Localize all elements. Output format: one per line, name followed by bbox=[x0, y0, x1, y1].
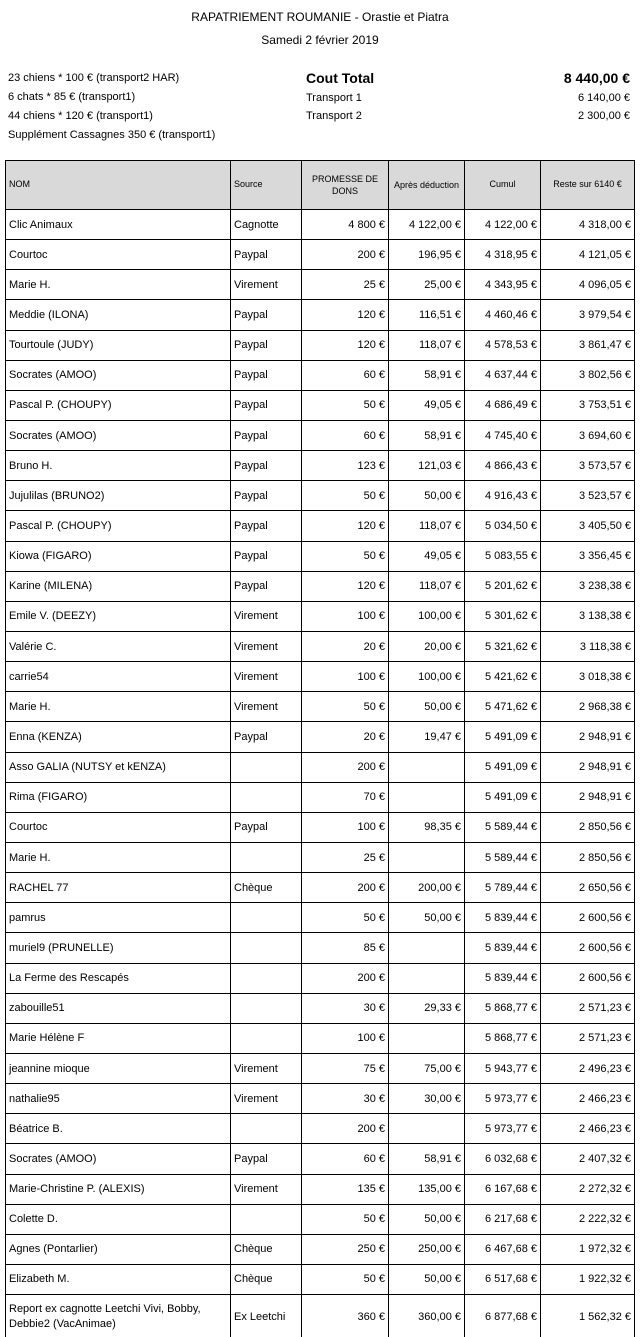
cell-cumul: 5 589,44 € bbox=[465, 812, 541, 842]
cell-after-deduction: 30,00 € bbox=[389, 1084, 465, 1114]
cell-remaining: 2 850,56 € bbox=[541, 842, 635, 872]
col-header-name: NOM bbox=[6, 161, 231, 210]
cell-pledge: 60 € bbox=[302, 360, 389, 390]
cell-name: Socrates (AMOO) bbox=[6, 360, 231, 390]
cell-source: Virement bbox=[231, 631, 302, 661]
cell-source: Paypal bbox=[231, 451, 302, 481]
cell-pledge: 20 € bbox=[302, 631, 389, 661]
cell-cumul: 5 491,09 € bbox=[465, 722, 541, 752]
table-row bbox=[6, 1264, 635, 1294]
cell-cumul: 5 973,77 € bbox=[465, 1084, 541, 1114]
cell-name: Bruno H. bbox=[6, 451, 231, 481]
cell-pledge: 120 € bbox=[302, 511, 389, 541]
cell-source bbox=[231, 903, 302, 933]
cell-cumul: 6 167,68 € bbox=[465, 1174, 541, 1204]
cell-source bbox=[231, 842, 302, 872]
cell-source: Paypal bbox=[231, 812, 302, 842]
table-body bbox=[6, 210, 635, 1337]
cell-remaining: 3 238,38 € bbox=[541, 571, 635, 601]
table-row bbox=[6, 1174, 635, 1204]
cell-after-deduction bbox=[389, 842, 465, 872]
cell-remaining: 2 222,32 € bbox=[541, 1204, 635, 1234]
cell-remaining: 2 466,23 € bbox=[541, 1084, 635, 1114]
cell-after-deduction: 200,00 € bbox=[389, 873, 465, 903]
cell-remaining: 3 118,38 € bbox=[541, 631, 635, 661]
table-row bbox=[6, 1084, 635, 1114]
cell-source bbox=[231, 933, 302, 963]
table-row bbox=[6, 1023, 635, 1053]
cell-pledge: 100 € bbox=[302, 662, 389, 692]
cell-pledge: 4 800 € bbox=[302, 210, 389, 240]
cell-cumul: 5 083,55 € bbox=[465, 541, 541, 571]
cell-name: Colette D. bbox=[6, 1204, 231, 1234]
cell-cumul: 4 318,95 € bbox=[465, 240, 541, 270]
cell-remaining: 3 573,57 € bbox=[541, 451, 635, 481]
cell-cumul: 5 201,62 € bbox=[465, 571, 541, 601]
cell-remaining: 2 571,23 € bbox=[541, 993, 635, 1023]
cell-source bbox=[231, 963, 302, 993]
table-row bbox=[6, 903, 635, 933]
table-row bbox=[6, 662, 635, 692]
col-header-after-deduction: Après déduction bbox=[389, 161, 465, 210]
cell-after-deduction bbox=[389, 1023, 465, 1053]
cell-pledge: 85 € bbox=[302, 933, 389, 963]
cell-remaining: 2 968,38 € bbox=[541, 692, 635, 722]
cell-pledge: 200 € bbox=[302, 963, 389, 993]
table-row bbox=[6, 933, 635, 963]
col-header-remaining: Reste sur 6140 € bbox=[541, 161, 635, 210]
cell-remaining: 2 600,56 € bbox=[541, 963, 635, 993]
summary-line: 23 chiens * 100 € (transport2 HAR) bbox=[8, 72, 180, 84]
cell-after-deduction: 25,00 € bbox=[389, 270, 465, 300]
cell-remaining: 4 121,05 € bbox=[541, 240, 635, 270]
cell-remaining: 3 138,38 € bbox=[541, 601, 635, 631]
cell-cumul: 6 032,68 € bbox=[465, 1144, 541, 1174]
cell-pledge: 360 € bbox=[302, 1295, 389, 1337]
cell-pledge: 123 € bbox=[302, 451, 389, 481]
cell-remaining: 4 318,00 € bbox=[541, 210, 635, 240]
col-header-pledge: PROMESSE DE DONS bbox=[302, 161, 389, 210]
cell-cumul: 5 471,62 € bbox=[465, 692, 541, 722]
cell-after-deduction: 118,07 € bbox=[389, 571, 465, 601]
cell-remaining: 1 562,32 € bbox=[541, 1295, 635, 1337]
cell-remaining: 2 948,91 € bbox=[541, 722, 635, 752]
cell-remaining: 3 018,38 € bbox=[541, 662, 635, 692]
cell-remaining: 2 466,23 € bbox=[541, 1114, 635, 1144]
cell-cumul: 5 943,77 € bbox=[465, 1053, 541, 1083]
table-row bbox=[6, 541, 635, 571]
cell-after-deduction: 98,35 € bbox=[389, 812, 465, 842]
table-row bbox=[6, 270, 635, 300]
table-row bbox=[6, 1295, 635, 1337]
cell-name: Asso GALIA (NUTSY et kENZA) bbox=[6, 752, 231, 782]
cell-after-deduction: 135,00 € bbox=[389, 1174, 465, 1204]
cell-after-deduction: 49,05 € bbox=[389, 541, 465, 571]
transport2-value: 2 300,00 € bbox=[578, 110, 630, 122]
cell-remaining: 3 523,57 € bbox=[541, 481, 635, 511]
cell-pledge: 50 € bbox=[302, 481, 389, 511]
cell-cumul: 4 578,53 € bbox=[465, 330, 541, 360]
cell-after-deduction: 100,00 € bbox=[389, 662, 465, 692]
cell-source: Virement bbox=[231, 1084, 302, 1114]
cell-name: Enna (KENZA) bbox=[6, 722, 231, 752]
cell-source bbox=[231, 752, 302, 782]
cell-source: Paypal bbox=[231, 511, 302, 541]
cell-remaining: 4 096,05 € bbox=[541, 270, 635, 300]
table-row bbox=[6, 420, 635, 450]
cell-cumul: 4 343,95 € bbox=[465, 270, 541, 300]
cell-source: Virement bbox=[231, 1174, 302, 1204]
table-row bbox=[6, 300, 635, 330]
cell-after-deduction: 58,91 € bbox=[389, 420, 465, 450]
cell-source: Paypal bbox=[231, 330, 302, 360]
cell-cumul: 5 973,77 € bbox=[465, 1114, 541, 1144]
cell-after-deduction: 29,33 € bbox=[389, 993, 465, 1023]
cell-name: Socrates (AMOO) bbox=[6, 420, 231, 450]
cell-after-deduction: 50,00 € bbox=[389, 903, 465, 933]
cell-pledge: 25 € bbox=[302, 842, 389, 872]
cell-name: zabouille51 bbox=[6, 993, 231, 1023]
cell-name: Elizabeth M. bbox=[6, 1264, 231, 1294]
cell-after-deduction: 4 122,00 € bbox=[389, 210, 465, 240]
cell-source bbox=[231, 1204, 302, 1234]
summary-line: 6 chats * 85 € (transport1) bbox=[8, 91, 136, 103]
cell-name: Marie Hélène F bbox=[6, 1023, 231, 1053]
cell-after-deduction: 20,00 € bbox=[389, 631, 465, 661]
transport2-label: Transport 2 bbox=[306, 110, 362, 122]
cell-source: Chèque bbox=[231, 873, 302, 903]
cell-source: Cagnotte bbox=[231, 210, 302, 240]
cell-name: Béatrice B. bbox=[6, 1114, 231, 1144]
cell-pledge: 60 € bbox=[302, 1144, 389, 1174]
cell-pledge: 50 € bbox=[302, 541, 389, 571]
cell-cumul: 5 589,44 € bbox=[465, 842, 541, 872]
cell-pledge: 25 € bbox=[302, 270, 389, 300]
cell-cumul: 5 034,50 € bbox=[465, 511, 541, 541]
cell-cumul: 5 321,62 € bbox=[465, 631, 541, 661]
cell-name: Rima (FIGARO) bbox=[6, 782, 231, 812]
cell-source bbox=[231, 782, 302, 812]
cell-pledge: 200 € bbox=[302, 752, 389, 782]
cell-remaining: 2 850,56 € bbox=[541, 812, 635, 842]
cell-pledge: 100 € bbox=[302, 812, 389, 842]
cell-source: Paypal bbox=[231, 300, 302, 330]
cell-remaining: 2 650,56 € bbox=[541, 873, 635, 903]
cell-after-deduction: 360,00 € bbox=[389, 1295, 465, 1337]
cell-after-deduction: 118,07 € bbox=[389, 511, 465, 541]
cell-remaining: 3 979,54 € bbox=[541, 300, 635, 330]
table-row bbox=[6, 571, 635, 601]
page-title: RAPATRIEMENT ROUMANIE - Orastie et Piatra bbox=[191, 10, 449, 24]
table-row bbox=[6, 360, 635, 390]
cell-source: Ex Leetchi bbox=[231, 1295, 302, 1337]
cell-source: Virement bbox=[231, 692, 302, 722]
table-row bbox=[6, 240, 635, 270]
table-row bbox=[6, 1144, 635, 1174]
cell-remaining: 2 600,56 € bbox=[541, 903, 635, 933]
cell-pledge: 200 € bbox=[302, 873, 389, 903]
cell-name: muriel9 (PRUNELLE) bbox=[6, 933, 231, 963]
cell-name: Marie-Christine P. (ALEXIS) bbox=[6, 1174, 231, 1204]
cell-name: Tourtoule (JUDY) bbox=[6, 330, 231, 360]
cell-name: Report ex cagnotte Leetchi Vivi, Bobby, Debbie2 (VacAnimae) bbox=[6, 1295, 231, 1337]
cell-name: nathalie95 bbox=[6, 1084, 231, 1114]
cell-remaining: 2 948,91 € bbox=[541, 782, 635, 812]
cell-pledge: 30 € bbox=[302, 993, 389, 1023]
cell-remaining: 3 861,47 € bbox=[541, 330, 635, 360]
cell-name: Pascal P. (CHOUPY) bbox=[6, 390, 231, 420]
cell-remaining: 2 272,32 € bbox=[541, 1174, 635, 1204]
cell-pledge: 50 € bbox=[302, 692, 389, 722]
cell-name: Agnes (Pontarlier) bbox=[6, 1234, 231, 1264]
cell-cumul: 4 122,00 € bbox=[465, 210, 541, 240]
cell-remaining: 3 694,60 € bbox=[541, 420, 635, 450]
table-row bbox=[6, 722, 635, 752]
cell-cumul: 5 839,44 € bbox=[465, 933, 541, 963]
cell-remaining: 2 496,23 € bbox=[541, 1053, 635, 1083]
cell-name: Valérie C. bbox=[6, 631, 231, 661]
cell-pledge: 200 € bbox=[302, 240, 389, 270]
cell-remaining: 1 972,32 € bbox=[541, 1234, 635, 1264]
cell-name: La Ferme des Rescapés bbox=[6, 963, 231, 993]
cell-after-deduction: 250,00 € bbox=[389, 1234, 465, 1264]
cell-name: Socrates (AMOO) bbox=[6, 1144, 231, 1174]
cell-pledge: 50 € bbox=[302, 903, 389, 933]
cell-after-deduction: 50,00 € bbox=[389, 1204, 465, 1234]
cell-pledge: 50 € bbox=[302, 1264, 389, 1294]
cell-pledge: 50 € bbox=[302, 390, 389, 420]
cell-pledge: 120 € bbox=[302, 571, 389, 601]
cell-pledge: 50 € bbox=[302, 1204, 389, 1234]
table-row bbox=[6, 1053, 635, 1083]
transport1-label: Transport 1 bbox=[306, 92, 362, 104]
cell-source: Chèque bbox=[231, 1264, 302, 1294]
cell-after-deduction bbox=[389, 963, 465, 993]
cell-source: Paypal bbox=[231, 360, 302, 390]
cell-source bbox=[231, 993, 302, 1023]
table-row bbox=[6, 601, 635, 631]
cell-cumul: 4 637,44 € bbox=[465, 360, 541, 390]
cell-after-deduction: 58,91 € bbox=[389, 360, 465, 390]
cell-cumul: 4 916,43 € bbox=[465, 481, 541, 511]
cell-remaining: 2 571,23 € bbox=[541, 1023, 635, 1053]
cell-after-deduction bbox=[389, 752, 465, 782]
cell-cumul: 5 789,44 € bbox=[465, 873, 541, 903]
cell-pledge: 250 € bbox=[302, 1234, 389, 1264]
cell-name: Clic Animaux bbox=[6, 210, 231, 240]
cell-name: Jujulilas (BRUNO2) bbox=[6, 481, 231, 511]
cell-source: Virement bbox=[231, 601, 302, 631]
cell-remaining: 3 356,45 € bbox=[541, 541, 635, 571]
cell-after-deduction: 75,00 € bbox=[389, 1053, 465, 1083]
cell-cumul: 6 877,68 € bbox=[465, 1295, 541, 1337]
cell-after-deduction: 50,00 € bbox=[389, 481, 465, 511]
cell-source: Paypal bbox=[231, 541, 302, 571]
cell-cumul: 4 866,43 € bbox=[465, 451, 541, 481]
cell-name: Kiowa (FIGARO) bbox=[6, 541, 231, 571]
cell-name: Emile V. (DEEZY) bbox=[6, 601, 231, 631]
cell-after-deduction bbox=[389, 933, 465, 963]
cell-cumul: 4 460,46 € bbox=[465, 300, 541, 330]
cell-cumul: 5 421,62 € bbox=[465, 662, 541, 692]
cell-after-deduction: 100,00 € bbox=[389, 601, 465, 631]
cell-cumul: 5 868,77 € bbox=[465, 993, 541, 1023]
cell-pledge: 75 € bbox=[302, 1053, 389, 1083]
total-cost-value: 8 440,00 € bbox=[563, 70, 630, 86]
cell-after-deduction bbox=[389, 1114, 465, 1144]
cell-cumul: 6 217,68 € bbox=[465, 1204, 541, 1234]
cell-source: Virement bbox=[231, 1053, 302, 1083]
table-row bbox=[6, 330, 635, 360]
cell-name: Courtoc bbox=[6, 240, 231, 270]
table-row bbox=[6, 451, 635, 481]
table-row bbox=[6, 481, 635, 511]
cell-remaining: 2 407,32 € bbox=[541, 1144, 635, 1174]
table-row bbox=[6, 782, 635, 812]
summary-line: Supplément Cassagnes 350 € (transport1) bbox=[8, 129, 216, 141]
cell-name: Marie H. bbox=[6, 692, 231, 722]
cell-source bbox=[231, 1023, 302, 1053]
page-date: Samedi 2 février 2019 bbox=[261, 33, 379, 47]
cell-after-deduction: 49,05 € bbox=[389, 390, 465, 420]
cell-name: Meddie (ILONA) bbox=[6, 300, 231, 330]
cell-name: Marie H. bbox=[6, 270, 231, 300]
cell-source: Paypal bbox=[231, 571, 302, 601]
summary-line: 44 chiens * 120 € (transport1) bbox=[8, 110, 153, 122]
table-row bbox=[6, 1204, 635, 1234]
donations-table bbox=[5, 160, 635, 1337]
cell-source: Paypal bbox=[231, 390, 302, 420]
cell-source: Virement bbox=[231, 270, 302, 300]
cell-cumul: 5 839,44 € bbox=[465, 963, 541, 993]
cell-cumul: 5 491,09 € bbox=[465, 782, 541, 812]
cell-source: Paypal bbox=[231, 481, 302, 511]
cell-name: Karine (MILENA) bbox=[6, 571, 231, 601]
cell-source: Paypal bbox=[231, 722, 302, 752]
cell-source: Virement bbox=[231, 662, 302, 692]
cell-pledge: 60 € bbox=[302, 420, 389, 450]
table-row bbox=[6, 1114, 635, 1144]
cell-cumul: 5 491,09 € bbox=[465, 752, 541, 782]
cell-pledge: 100 € bbox=[302, 1023, 389, 1053]
cell-after-deduction: 50,00 € bbox=[389, 692, 465, 722]
cell-after-deduction: 121,03 € bbox=[389, 451, 465, 481]
cell-pledge: 135 € bbox=[302, 1174, 389, 1204]
cell-cumul: 6 467,68 € bbox=[465, 1234, 541, 1264]
cell-pledge: 120 € bbox=[302, 330, 389, 360]
table-header-row bbox=[6, 161, 635, 210]
cell-name: jeannine mioque bbox=[6, 1053, 231, 1083]
table-row bbox=[6, 963, 635, 993]
cell-after-deduction: 19,47 € bbox=[389, 722, 465, 752]
cell-pledge: 70 € bbox=[302, 782, 389, 812]
cell-after-deduction: 116,51 € bbox=[389, 300, 465, 330]
cell-source: Paypal bbox=[231, 1144, 302, 1174]
table-row bbox=[6, 1234, 635, 1264]
cell-after-deduction: 58,91 € bbox=[389, 1144, 465, 1174]
cell-name: Marie H. bbox=[6, 842, 231, 872]
cell-after-deduction: 50,00 € bbox=[389, 1264, 465, 1294]
table-row bbox=[6, 993, 635, 1023]
table-row bbox=[6, 210, 635, 240]
table-row bbox=[6, 390, 635, 420]
cell-source: Chèque bbox=[231, 1234, 302, 1264]
table-row bbox=[6, 752, 635, 782]
cell-remaining: 2 600,56 € bbox=[541, 933, 635, 963]
table-row bbox=[6, 631, 635, 661]
cell-name: carrie54 bbox=[6, 662, 231, 692]
cell-cumul: 5 301,62 € bbox=[465, 601, 541, 631]
cell-pledge: 20 € bbox=[302, 722, 389, 752]
cell-cumul: 4 686,49 € bbox=[465, 390, 541, 420]
cell-after-deduction bbox=[389, 782, 465, 812]
cell-remaining: 3 802,56 € bbox=[541, 360, 635, 390]
table-row bbox=[6, 842, 635, 872]
cell-pledge: 100 € bbox=[302, 601, 389, 631]
table-row bbox=[6, 812, 635, 842]
cell-remaining: 3 753,51 € bbox=[541, 390, 635, 420]
col-header-cumul: Cumul bbox=[465, 161, 541, 210]
transport1-value: 6 140,00 € bbox=[578, 92, 630, 104]
cell-cumul: 5 868,77 € bbox=[465, 1023, 541, 1053]
table-row bbox=[6, 511, 635, 541]
cell-name: pamrus bbox=[6, 903, 231, 933]
cell-name: RACHEL 77 bbox=[6, 873, 231, 903]
cell-pledge: 200 € bbox=[302, 1114, 389, 1144]
cell-after-deduction: 118,07 € bbox=[389, 330, 465, 360]
cell-remaining: 1 922,32 € bbox=[541, 1264, 635, 1294]
cell-name: Pascal P. (CHOUPY) bbox=[6, 511, 231, 541]
cell-cumul: 6 517,68 € bbox=[465, 1264, 541, 1294]
cell-remaining: 3 405,50 € bbox=[541, 511, 635, 541]
table-row bbox=[6, 692, 635, 722]
cell-cumul: 5 839,44 € bbox=[465, 903, 541, 933]
cell-pledge: 30 € bbox=[302, 1084, 389, 1114]
cell-source: Paypal bbox=[231, 240, 302, 270]
col-header-source: Source bbox=[231, 161, 302, 210]
total-cost-label: Cout Total bbox=[306, 70, 375, 86]
cell-after-deduction: 196,95 € bbox=[389, 240, 465, 270]
cell-source: Paypal bbox=[231, 420, 302, 450]
cell-pledge: 120 € bbox=[302, 300, 389, 330]
cell-cumul: 4 745,40 € bbox=[465, 420, 541, 450]
table-row bbox=[6, 873, 635, 903]
cell-remaining: 2 948,91 € bbox=[541, 752, 635, 782]
cell-name: Courtoc bbox=[6, 812, 231, 842]
cell-source bbox=[231, 1114, 302, 1144]
